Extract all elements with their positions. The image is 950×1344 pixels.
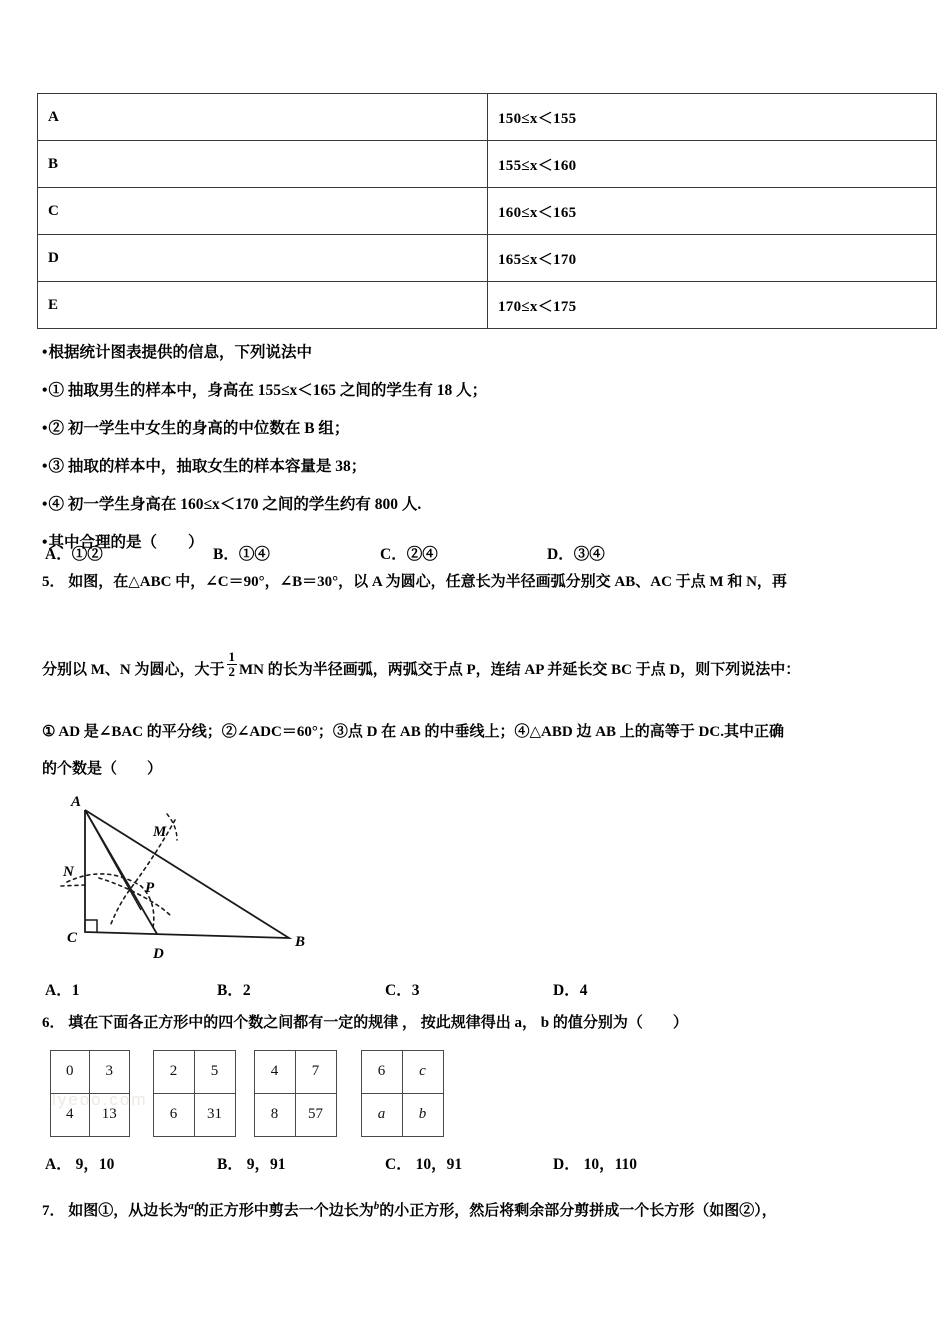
- q5-option-d[interactable]: D．4: [553, 982, 588, 999]
- q4-option-b[interactable]: B．①④: [213, 546, 270, 563]
- fraction-denominator: 2: [228, 663, 235, 679]
- q4-option-d[interactable]: D．③④: [547, 546, 605, 563]
- label-m: M: [153, 824, 167, 840]
- q5-option-a[interactable]: A．1: [45, 982, 80, 999]
- bullet-marker: •: [42, 344, 48, 361]
- q6-option-a[interactable]: A． 9，10: [45, 1156, 115, 1173]
- q6-option-c[interactable]: C． 10，91: [385, 1156, 463, 1173]
- square-cell-bottom-left: a: [361, 1093, 403, 1137]
- q7-variable-b: b: [373, 1200, 380, 1212]
- q5-line-2-suffix: MN 的长为半径画弧，两弧交于点 P，连结 AP 并延长交 BC 于点 D，则下列说法中：: [239, 662, 801, 679]
- label-p: P: [145, 880, 155, 896]
- square-cell-bottom-left: 6: [153, 1093, 195, 1137]
- number-square-4: [361, 1050, 443, 1136]
- q6-option-d[interactable]: D． 10，110: [553, 1156, 637, 1173]
- segment-ap-helper: [85, 810, 141, 910]
- arc-tick-m: [167, 814, 177, 840]
- q5-line-3: ① AD 是∠BAC 的平分线；②∠ADC＝60°；③点 D 在 AB 的中垂线上；④△ABD 边 AB 上的高等于 DC.其中正确: [42, 724, 784, 740]
- q6-line-1: 6． 填在下面各正方形中的四个数之间都有一定的规律 ， 按此规律得出 a， b 的值分别为（ ）: [42, 1015, 688, 1031]
- square-cell-bottom-left: 8: [254, 1093, 296, 1137]
- q5-geometry-figure: [45, 790, 345, 970]
- number-square-3: [254, 1050, 336, 1136]
- fraction-numerator: 1: [228, 649, 235, 665]
- q5-option-c[interactable]: C．3: [385, 982, 420, 999]
- q5-line-2: [42, 649, 801, 682]
- q4-intro-line: [42, 344, 312, 363]
- q5-line-1: 5． 如图，在△ABC 中，∠C＝90°，∠B＝30°，以 A 为圆心，任意长为半径画弧分别交 AB、AC 于点 M 和 N，再: [42, 574, 787, 590]
- table-cell-group: C: [38, 188, 488, 235]
- table-cell-range: 155≤x＜160: [488, 141, 937, 188]
- q4-option-c[interactable]: C．②④: [380, 546, 438, 563]
- watermark-text: lyeoo.com: [52, 1090, 148, 1109]
- table-row: [38, 188, 937, 235]
- q5-line-2-prefix: 分别以 M、N 为圆心，大于: [42, 662, 225, 679]
- label-d: D: [153, 946, 164, 962]
- q4-option-a[interactable]: A．①②: [45, 546, 103, 563]
- label-b: B: [295, 934, 306, 950]
- q4-statement-3-text: ③ 抽取的样本中，抽取女生的样本容量是 38；: [48, 458, 367, 475]
- q4-statement-2: [42, 420, 349, 439]
- q4-statement-4: [42, 496, 421, 515]
- table-cell-range: 165≤x＜170: [488, 235, 937, 282]
- right-angle-mark-c: [85, 920, 97, 932]
- square-cell-bottom-right: b: [402, 1093, 444, 1137]
- q7-line-1: [42, 1200, 777, 1220]
- arc-from-a: [67, 874, 154, 928]
- table-body: [38, 94, 937, 329]
- height-range-table: [37, 93, 937, 329]
- table-cell-range: 170≤x＜175: [488, 282, 937, 329]
- square-cell-top-left: 2: [153, 1050, 195, 1094]
- square-cell-bottom-right: 13: [89, 1093, 130, 1137]
- label-a: A: [71, 794, 82, 810]
- q4-ask-text: 其中合理的是（ ）: [48, 534, 204, 551]
- triangle-outline: [85, 810, 289, 938]
- square-cell-top-right: c: [402, 1050, 444, 1094]
- triangle-abc-diagram: [45, 790, 345, 970]
- table-row: [38, 94, 937, 141]
- table-cell-range: 160≤x＜165: [488, 188, 937, 235]
- table-row: [38, 235, 937, 282]
- q7-text-part-3: 的小正方形，然后将剩余部分剪拼成一个长方形（如图②），: [379, 1203, 777, 1219]
- square-cell-top-right: 3: [89, 1050, 130, 1094]
- bullet-marker: •: [42, 496, 48, 513]
- table-cell-group: E: [38, 282, 488, 329]
- q7-text-part-1: 7． 如图①，从边长为: [42, 1203, 189, 1219]
- q5-option-b[interactable]: B．2: [217, 982, 251, 999]
- square-cell-top-right: 5: [194, 1050, 236, 1094]
- table-row: [38, 141, 937, 188]
- table-cell-range: 150≤x＜155: [488, 94, 937, 141]
- table-cell-group: A: [38, 94, 488, 141]
- table-cell-group: D: [38, 235, 488, 282]
- square-cell-top-left: 6: [361, 1050, 403, 1094]
- q7-variable-a: a: [188, 1200, 194, 1212]
- square-cell-bottom-left: 4: [50, 1093, 91, 1137]
- q7-text-part-2: 的正方形中剪去一个边长为: [193, 1203, 374, 1219]
- q4-statement-1: [42, 382, 487, 401]
- square-cell-top-left: 0: [50, 1050, 91, 1094]
- square-cell-bottom-right: 57: [295, 1093, 337, 1137]
- bullet-marker: •: [42, 458, 48, 475]
- bullet-marker: •: [42, 534, 48, 551]
- q4-statement-3: [42, 458, 366, 477]
- number-square-2: [153, 1050, 235, 1136]
- q5-line-4: 的个数是（ ）: [42, 761, 163, 777]
- fraction-one-half: [227, 650, 238, 678]
- table-row: [38, 282, 937, 329]
- q4-statement-4-text: ④ 初一学生身高在 160≤x＜170 之间的学生约有 800 人.: [48, 496, 422, 513]
- q4-statement-1-text: ① 抽取男生的样本中，身高在 155≤x＜165 之间的学生有 18 人；: [48, 382, 488, 399]
- square-cell-top-left: 4: [254, 1050, 296, 1094]
- q4-intro-text: 根据统计图表提供的信息，下列说法中: [48, 344, 312, 361]
- q6-option-b[interactable]: B． 9，91: [217, 1156, 286, 1173]
- square-cell-top-right: 7: [295, 1050, 337, 1094]
- square-cell-bottom-right: 31: [194, 1093, 236, 1137]
- bullet-marker: •: [42, 420, 48, 437]
- q4-statement-2-text: ② 初一学生中女生的身高的中位数在 B 组；: [48, 420, 350, 437]
- number-square-1: [50, 1050, 129, 1136]
- label-n: N: [63, 864, 74, 880]
- arc-tail-n: [61, 885, 85, 886]
- bullet-marker: •: [42, 382, 48, 399]
- label-c: C: [67, 930, 78, 946]
- table-cell-group: B: [38, 141, 488, 188]
